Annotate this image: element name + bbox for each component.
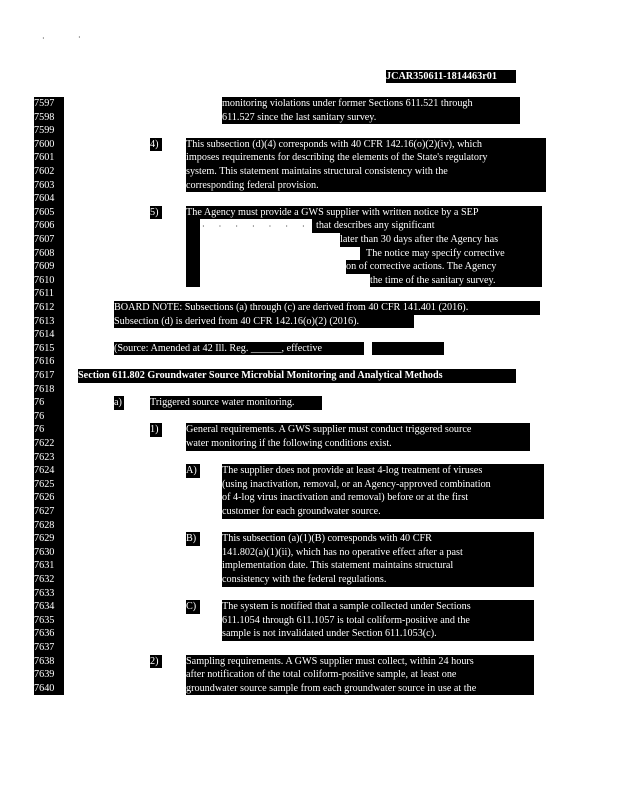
line-number: 7627 [34, 505, 64, 519]
line-number: 7611 [34, 287, 64, 301]
line-number: 7636 [34, 627, 64, 641]
body-line: The system is notified that a sample collected under Sections [222, 600, 534, 614]
line-number: 7634 [34, 600, 64, 614]
line-number: 7632 [34, 573, 64, 587]
enumerator-label: C) [186, 600, 200, 614]
body-line: consistency with the federal regulations. [222, 573, 534, 587]
body-line: corresponding federal provision. [186, 179, 546, 193]
enumerator-label: 2) [150, 655, 162, 669]
body-line: 611.1054 through 611.1057 is total coliform-positive and the [222, 614, 534, 628]
source-note: (Source: Amended at 42 Ill. Reg. ______, effective [114, 342, 364, 356]
line-number: 7614 [34, 328, 64, 342]
line-number: 7626 [34, 491, 64, 505]
line-number: 7606 [34, 219, 64, 233]
line-number: 7617 [34, 369, 64, 383]
scan-speck: · [42, 34, 45, 43]
body-line: implementation date. This statement maintains structural [222, 559, 534, 573]
body-line: of 4-log virus inactivation and removal) before or at the first [222, 491, 544, 505]
body-line: This subsection (d)(4) corresponds with 40 CFR 142.16(o)(2)(iv), which [186, 138, 546, 152]
body-line: customer for each groundwater source. [222, 505, 544, 519]
line-number: 7613 [34, 315, 64, 329]
body-line: the time of the sanitary survey. [370, 274, 542, 288]
body-line: water monitoring if the following conditions exist. [186, 437, 530, 451]
body-line: The notice may specify corrective [360, 247, 542, 261]
line-number: 7600 [34, 138, 64, 152]
body-line: This subsection (a)(1)(B) corresponds with 40 CFR [222, 532, 534, 546]
line-number: 7629 [34, 532, 64, 546]
line-number: 7597 [34, 97, 64, 111]
line-number: 7605 [34, 206, 64, 220]
line-number: 7623 [34, 451, 64, 465]
body-fragment [186, 260, 200, 274]
body-line: groundwater source sample from each groundwater source in use at the [186, 682, 534, 696]
line-number: 7638 [34, 655, 64, 669]
body-line: 611.527 since the last sanitary survey. [222, 111, 520, 125]
line-number: 7622 [34, 437, 64, 451]
board-note-line: Subsection (d) is derived from 40 CFR 142.16(o)(2) (2016). [114, 315, 414, 329]
line-number: 7639 [34, 668, 64, 682]
line-number: 7637 [34, 641, 64, 655]
line-number: 7601 [34, 151, 64, 165]
body-line: monitoring violations under former Sections 611.521 through [222, 97, 520, 111]
body-fragment [186, 233, 200, 247]
body-line: imposes requirements for describing the elements of the State's regulatory [186, 151, 546, 165]
section-heading: Section 611.802 Groundwater Source Microbial Monitoring and Analytical Methods [78, 369, 516, 383]
line-number: 7631 [34, 559, 64, 573]
body-line: Sampling requirements. A GWS supplier must collect, within 24 hours [186, 655, 534, 669]
body-fragment [186, 247, 200, 261]
line-number: 7630 [34, 546, 64, 560]
line-number: 7602 [34, 165, 64, 179]
body-line: after notification of the total coliform-positive sample, at least one [186, 668, 534, 682]
line-number: 76 [34, 410, 64, 424]
body-line: 141.802(a)(1)(ii), which has no operative effect after a past [222, 546, 534, 560]
line-number: 7635 [34, 614, 64, 628]
body-line: system. This statement maintains structural consistency with the [186, 165, 546, 179]
body-line: later than 30 days after the Agency has [340, 233, 542, 247]
document-id: JCAR350611-1814463r01 [386, 70, 516, 83]
line-number: 7633 [34, 587, 64, 601]
enumerator-label: 5) [150, 206, 162, 220]
enumerator-label: a) [114, 396, 124, 410]
body-line: (using inactivation, removal, or an Agency-approved combination [222, 478, 544, 492]
line-number: 7598 [34, 111, 64, 125]
line-number: 7616 [34, 355, 64, 369]
line-number: 7608 [34, 247, 64, 261]
body-line: that describes any significant [312, 219, 542, 233]
line-number: 7624 [34, 464, 64, 478]
source-note-tail [372, 342, 444, 356]
line-number: 7604 [34, 192, 64, 206]
body-line: on of corrective actions. The Agency [346, 260, 542, 274]
line-number: 7628 [34, 519, 64, 533]
line-number: 7599 [34, 124, 64, 138]
enumerator-label: A) [186, 464, 200, 478]
board-note-line: BOARD NOTE: Subsections (a) through (c) are derived from 40 CFR 141.401 (2016). [114, 301, 540, 315]
line-number: 7607 [34, 233, 64, 247]
body-line: The Agency must provide a GWS supplier with written notice by a SEP [186, 206, 542, 220]
line-number: 7603 [34, 179, 64, 193]
body-line: The supplier does not provide at least 4-log treatment of viruses [222, 464, 544, 478]
enumerator-label: 1) [150, 423, 162, 437]
line-number: 7609 [34, 260, 64, 274]
line-number: 7612 [34, 301, 64, 315]
enumerator-label: 4) [150, 138, 162, 152]
subsection-heading: Triggered source water monitoring. [150, 396, 322, 410]
line-number: 7625 [34, 478, 64, 492]
scan-speck: · [78, 33, 81, 42]
body-fragment [186, 274, 200, 288]
enumerator-label: B) [186, 532, 200, 546]
body-fragment [186, 219, 200, 233]
scan-artifact: · · · · · · · · · [202, 222, 344, 231]
line-number: 7615 [34, 342, 64, 356]
line-number: 76 [34, 396, 64, 410]
line-number: 7640 [34, 682, 64, 696]
body-line: General requirements. A GWS supplier must conduct triggered source [186, 423, 530, 437]
line-number: 7610 [34, 274, 64, 288]
line-number: 76 [34, 423, 64, 437]
body-line: sample is not invalidated under Section 611.1053(c). [222, 627, 534, 641]
line-number: 7618 [34, 383, 64, 397]
